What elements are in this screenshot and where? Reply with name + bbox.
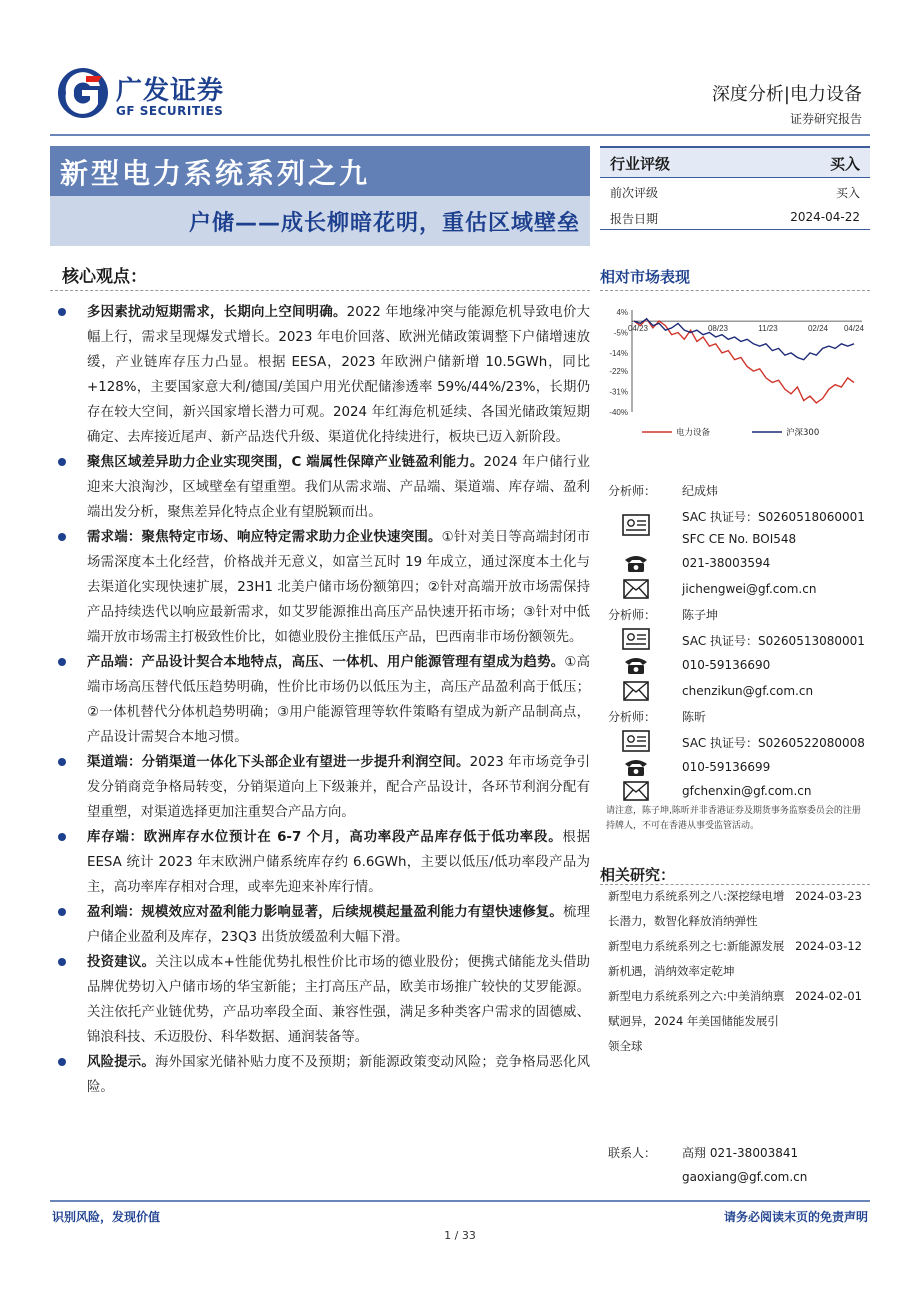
title-block [50, 146, 590, 246]
phone-icon [622, 552, 650, 574]
footer-slogan: 识别风险，发现价值 [52, 1210, 161, 1224]
email-icon [622, 780, 650, 802]
y-tick-label: 4% [616, 308, 628, 317]
footer-divider [50, 1200, 870, 1202]
bullet-heading: 需求端：聚焦特定市场、响应特定需求助力企业快速突围。 [87, 530, 442, 545]
report-date-row [600, 204, 870, 230]
report-category: 深度分析|电力设备 [711, 84, 862, 105]
contact-email[interactable]: gaoxiang@gf.com.cn [682, 1170, 808, 1184]
core-bullet [50, 525, 590, 650]
certificate-icon [622, 514, 650, 536]
research-item-date: 2024-03-12 [795, 939, 862, 953]
rating-label: 行业评级 [610, 155, 671, 173]
market-divider [600, 290, 870, 291]
bullet-heading: 渠道端：分销渠道一体化下头部企业有望进一步提升利润空间。 [87, 755, 470, 770]
analyst-sac: SAC 执证号：S0260518060001 [682, 510, 865, 524]
legend-label-0: 电力设备 [676, 428, 711, 438]
analyst-label: 分析师： [608, 484, 657, 498]
report-date-value: 2024-04-22 [790, 210, 860, 224]
core-bullet [50, 450, 590, 525]
bullet-body: 2022 年地缘冲突与能源危机导致电价大幅上行，需求呈现爆发式增长。2023 年电价回落、欧洲光储政策调整下户储增速放缓，产业链库存压力凸显。根据 EESA，2023 年欧洲户储新增 10.5GWh，同比+128%，主要国家意大利/德国/美国户用光伏配储渗透率 59%/44%/23%，长期仍存在较大空间，新兴国家增长潜力可观。2024 年红海危机延续、各国光储政策短期确定、去库接近尾声、新产品迭代升级、渠道优化持续进行，板块已迈入新阶段。 [87, 305, 591, 445]
prev-rating-label: 前次评级 [610, 186, 659, 200]
bullet-body: ①针对美日等高端封闭市场需深度本土化经营，价格战并无意义，如富兰瓦时 19 年成立，通过深度本土化与去渠道化实现快速扩展，23H1 北美户储市场份额第四；②针对高端开放市场需保持产品持续迭代以响应最新需求，如艾罗能源推出高压产品快速开拓市场；③针对中低端开放市场需主打极致性价比，如德业股份主推低压产品，巴西南非市场份额领先。 [87, 530, 590, 645]
y-tick-label: -22% [609, 367, 628, 377]
bullet-body: 2024 年户储行业迎来大浪淘沙，区域壁垒有望重塑。我们从需求端、产品端、渠道端、库存端、盈利端出发分析，聚焦差异化特点企业有望脱颖而出。 [87, 455, 590, 520]
prev-rating-value: 买入 [835, 186, 860, 200]
bullet-heading: 聚焦区域差异助力企业实现突围，C 端属性保障产业链盈利能力。 [87, 455, 484, 470]
email-icon [622, 578, 650, 600]
rating-box [600, 146, 870, 230]
research-item[interactable] [600, 984, 870, 1059]
rating-value: 买入 [829, 155, 860, 173]
bullet-body: 根据 EESA 统计 2023 年末欧洲户储系统库存约 6.6GWh，主要以低压/低功率段产品为主，高功率库存相对合理，或率先迎来补库行情。 [87, 830, 590, 895]
research-item-title: 新型电力系统系列之七:新能源发展新机遇，消纳效率定乾坤 [608, 939, 785, 978]
y-tick-label: -40% [609, 408, 628, 417]
bullet-body: 关注以成本+性能优势扎根性价比市场的德业股份；便携式储能龙头借助品牌优势切入户储市场的华宝新能；主打高压产品，欧美市场推广较快的艾罗能源。关注依托产业链优势，产品功率段全面、兼容性强，满足多种类客户需求的固德威、锦浪科技、禾迈股份、科华数据、通润装备等。 [87, 955, 591, 1045]
report-subtitle: 户储——成长柳暗花明，重估区域壁垒 [188, 211, 580, 236]
report-type: 证券研究报告 [789, 112, 862, 126]
x-tick-label: 11/23 [758, 324, 778, 334]
header-divider [50, 134, 870, 136]
x-tick-label: 04/23 [627, 324, 649, 334]
analyst-name: 陈昕 [682, 710, 707, 724]
market-title: 相对市场表现 [600, 268, 691, 286]
bullet-heading: 盈利端：规模效应对盈利能力影响显著，后续规模起量盈利能力有望快速修复。 [87, 905, 564, 920]
phone-icon [622, 756, 650, 778]
contact-label: 联系人： [608, 1146, 657, 1160]
logo-text-cn: 广发证券 [116, 76, 225, 106]
core-bullet [50, 1050, 590, 1100]
core-bullet [50, 900, 590, 950]
logo-text-en: GF SECURITIES [116, 104, 224, 118]
x-tick-label: 08/23 [707, 324, 729, 334]
y-tick-label: -31% [609, 387, 628, 397]
y-tick-label: -14% [609, 348, 628, 358]
research-title: 相关研究： [600, 866, 676, 884]
analyst-phone: 010-59136690 [682, 658, 771, 672]
analyst-email[interactable]: jichengwei@gf.com.cn [682, 582, 817, 596]
analyst-name: 纪成炜 [682, 484, 719, 498]
related-research-list [600, 884, 870, 1059]
certificate-icon [622, 628, 650, 650]
core-divider [50, 290, 590, 291]
core-bullet [50, 650, 590, 750]
bullet-heading: 多因素扰动短期需求，长期向上空间明确。 [87, 305, 347, 320]
bullet-heading: 投资建议。 [87, 955, 156, 970]
bullet-heading: 产品端：产品设计契合本地特点，高压、一体机、用户能源管理有望成为趋势。 [87, 655, 565, 670]
contact-block [608, 1144, 808, 1196]
research-item[interactable] [600, 934, 870, 984]
research-item[interactable] [600, 884, 870, 934]
regulatory-disclaimer: 请注意，陈子坤,陈昕并非香港证券及期货事务监察委员会的注册持牌人，不可在香港从事受监管活动。 [606, 806, 861, 831]
analyst-name: 陈子坤 [682, 608, 719, 622]
title-band [50, 146, 590, 196]
phone-icon [622, 654, 650, 676]
bullet-body: 海外国家光储补贴力度不及预期；新能源政策变动风险；竞争格局恶化风险。 [87, 1055, 591, 1095]
analyst-sac: SAC 执证号：S0260522080008 [682, 736, 865, 750]
analyst-label: 分析师： [608, 608, 657, 622]
y-tick-label: -5% [613, 328, 628, 338]
analyst-email[interactable]: gfchenxin@gf.com.cn [682, 784, 812, 798]
analyst-sac: SAC 执证号：S0260513080001 [682, 634, 865, 648]
relative-performance-chart [600, 302, 870, 442]
prev-rating-row [600, 178, 870, 204]
certificate-icon [622, 730, 650, 752]
x-tick-label: 02/24 [807, 324, 829, 334]
core-bullet [50, 750, 590, 825]
core-bullets [50, 300, 590, 1100]
company-logo [56, 66, 256, 126]
bullet-heading: 库存端：欧洲库存水位预计在 6-7 个月，高功率段产品库存低于低功率段。 [87, 830, 563, 845]
report-date-label: 报告日期 [610, 212, 659, 226]
footer-disclaimer-link[interactable]: 请务必阅读末页的免责声明 [723, 1210, 868, 1224]
bullet-heading: 风险提示。 [87, 1055, 156, 1070]
legend-label-1: 沪深300 [786, 428, 820, 438]
analyst-phone: 021-38003594 [682, 556, 771, 570]
core-bullet [50, 825, 590, 900]
analyst-phone: 010-59136699 [682, 760, 771, 774]
research-item-date: 2024-02-01 [795, 989, 862, 1003]
bullet-body: 2023 年市场竞争引发分销商竞争格局转变，分销渠道向上下级兼并，配合产品设计，各环节利润分配有望重塑，对渠道选择更加注重契合产品方向。 [87, 755, 590, 820]
bullet-body: 梳理户储企业盈利及库存，23Q3 出货放缓盈利大幅下滑。 [87, 905, 591, 945]
x-tick-label: 04/24 [843, 324, 865, 334]
analyst-label: 分析师： [608, 710, 657, 724]
core-title: 核心观点： [62, 267, 147, 287]
research-item-title: 新型电力系统系列之六:中美消纳禀赋迥异，2024 年美国储能发展引领全球 [608, 989, 785, 1053]
research-item-date: 2024-03-23 [795, 889, 862, 903]
analyst-sfc: SFC CE No. BOI548 [682, 532, 797, 546]
gf-logo-icon [56, 66, 110, 120]
rating-header [600, 146, 870, 178]
page-number: 1 / 33 [444, 1229, 476, 1242]
research-item-title: 新型电力系统系列之八:深挖绿电增长潜力，数智化释放消纳弹性 [608, 889, 785, 928]
bullet-body: ①高端市场高压替代低压趋势明确，性价比市场仍以低压为主，高压产品盈利高于低压；②一体机替代分体机趋势明确；③用户能源管理等软件策略有望成为新产品制高点，产品设计需契合本地习惯。 [87, 655, 590, 745]
core-bullet [50, 300, 590, 450]
analyst-email[interactable]: chenzikun@gf.com.cn [682, 684, 814, 698]
report-title: 新型电力系统系列之九 [60, 157, 371, 190]
contact-phone: 高翔 021-38003841 [682, 1146, 799, 1160]
core-bullet [50, 950, 590, 1050]
email-icon [622, 680, 650, 702]
